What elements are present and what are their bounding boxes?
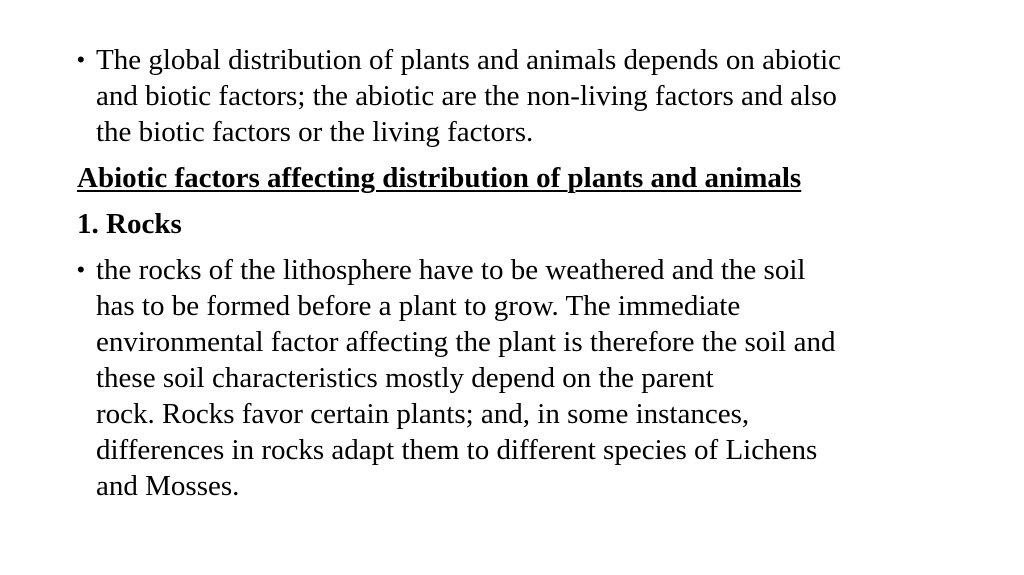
section-heading-text: Abiotic factors affecting distribution of plants and animals <box>77 162 802 194</box>
rocks-line: and Mosses. <box>96 470 240 502</box>
intro-line: and biotic factors; the abiotic are the non-living factors and also <box>96 80 837 112</box>
rocks-paragraph <box>96 252 946 504</box>
intro-bullet-item <box>77 42 954 150</box>
rocks-line: the rocks of the lithosphere have to be weathered and the soil <box>96 254 806 286</box>
intro-paragraph <box>96 42 946 150</box>
rocks-line: these soil characteristics mostly depend on the parent <box>96 362 714 394</box>
section-heading <box>77 160 954 196</box>
subsection-title: 1. Rocks <box>77 208 182 240</box>
bullet-icon: • <box>77 47 85 72</box>
rocks-line: differences in rocks adapt them to different species of Lichens <box>96 434 818 466</box>
intro-line: The global distribution of plants and animals depends on abiotic <box>96 44 841 76</box>
intro-line: the biotic factors or the living factors. <box>96 116 534 148</box>
rocks-bullet-item <box>77 252 954 504</box>
rocks-line: has to be formed before a plant to grow. The immediate <box>96 290 741 322</box>
bullet-icon: • <box>77 257 85 282</box>
rocks-line: rock. Rocks favor certain plants; and, in some instances, <box>96 398 750 430</box>
rocks-line: environmental factor affecting the plant is therefore the soil and <box>96 326 836 358</box>
